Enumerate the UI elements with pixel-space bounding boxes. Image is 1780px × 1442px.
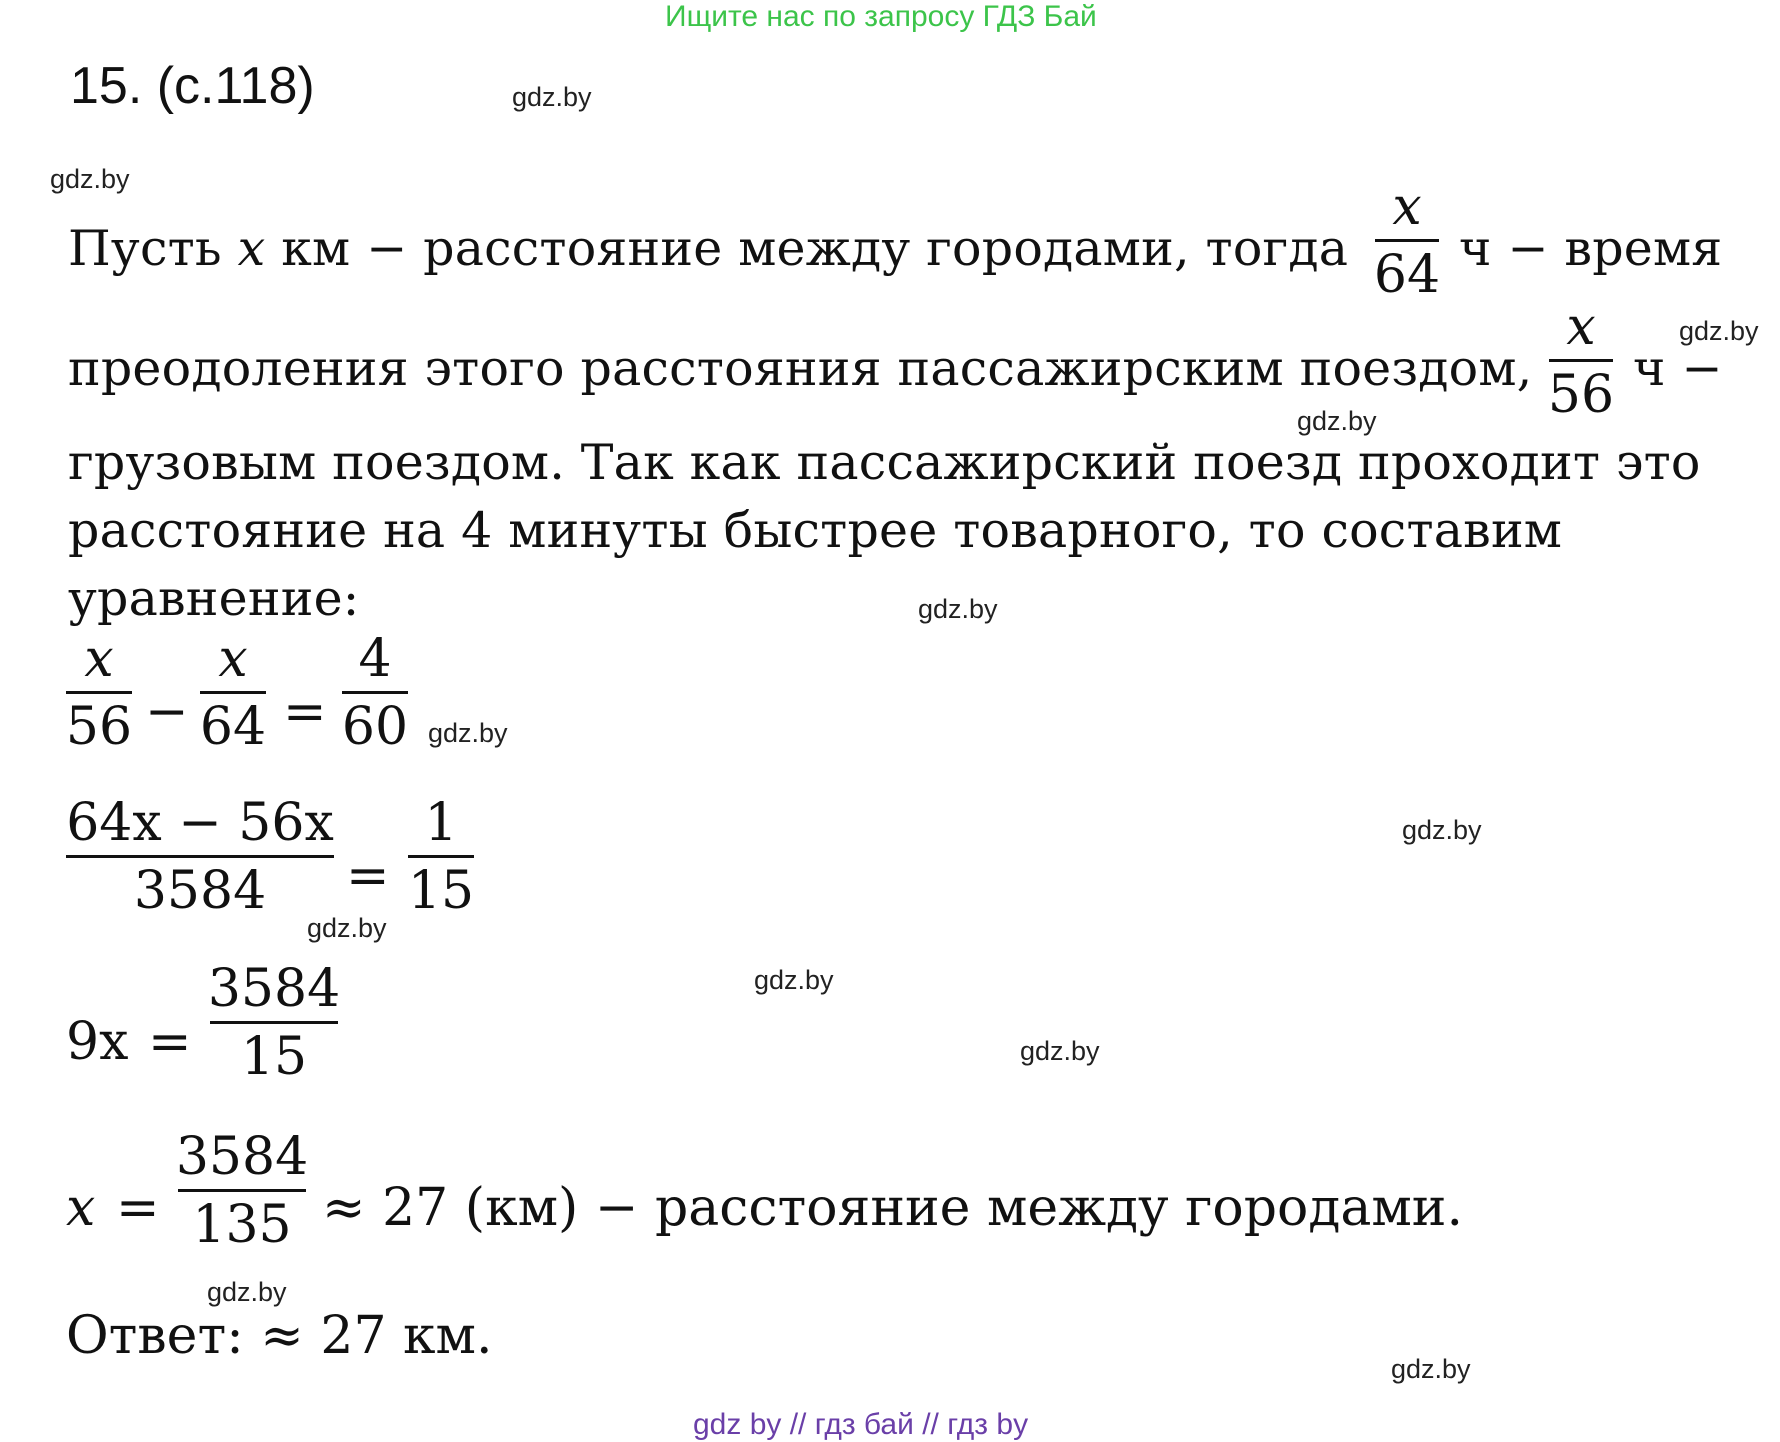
fraction-denominator: 64 (199, 696, 267, 757)
fraction-x-over-64 (1373, 177, 1441, 305)
answer-line: Ответ: ≈ 27 км. (66, 1306, 493, 1366)
eq4-lhs: x (66, 1178, 96, 1238)
eq1-fraction-middle (199, 629, 267, 757)
watermark: gdz.by (1297, 406, 1377, 436)
fraction-denominator: 56 (65, 696, 133, 757)
watermark: gdz.by (428, 718, 508, 748)
eq4-result: ≈ 27 (км) − расстояние между городами. (322, 1178, 1463, 1238)
fraction-bar (178, 1189, 306, 1192)
variable-x: x (237, 220, 266, 277)
solution-line-2: преодоления этого расстояния пассажирским поездом, (68, 340, 1533, 397)
fraction-bar (210, 1021, 338, 1024)
fraction-bar (200, 691, 266, 694)
fraction-numerator: 4 (358, 629, 392, 689)
watermark: gdz.by (1402, 815, 1482, 845)
eq2-fraction-left (66, 793, 334, 921)
fraction-bar (1549, 359, 1613, 362)
watermark: gdz.by (512, 82, 592, 112)
watermark: gdz.by (1020, 1036, 1100, 1066)
fraction-numerator: x (1392, 177, 1422, 237)
fraction-denominator: 64 (1373, 244, 1441, 305)
text-fragment: км − расстояние между городами, тогда (265, 220, 1349, 277)
fraction-numerator: 1 (424, 793, 458, 853)
watermark: gdz.by (754, 965, 834, 995)
eq3-fraction (207, 959, 341, 1087)
fraction-bar (408, 855, 474, 858)
fraction-x-over-56 (1547, 297, 1615, 425)
eq3-equals: = (148, 1012, 192, 1072)
fraction-numerator: 3584 (175, 1127, 309, 1187)
footer-links[interactable]: gdz by // гдз бай // гдз by (693, 1408, 1029, 1441)
watermark: gdz.by (50, 164, 130, 194)
solution-line-5: уравнение: (68, 570, 360, 627)
fraction-denominator: 56 (1547, 364, 1615, 425)
eq2-equals: = (346, 846, 390, 906)
fraction-denominator: 135 (192, 1194, 292, 1255)
fraction-numerator: 64x − 56x (66, 793, 334, 853)
fraction-numerator: 3584 (207, 959, 341, 1019)
watermark: gdz.by (918, 594, 998, 624)
watermark: gdz.by (1679, 316, 1759, 346)
fraction-numerator: x (1566, 297, 1596, 357)
solution-line-4: расстояние на 4 минуты быстрее товарного, то составим (68, 502, 1563, 559)
solution-line-3: грузовым поездом. Так как пассажирский поезд проходит это (68, 434, 1701, 491)
eq1-equals: = (283, 682, 327, 742)
watermark: gdz.by (307, 913, 387, 943)
eq4-fraction (175, 1127, 309, 1255)
eq2-fraction-right (407, 793, 475, 921)
fraction-denominator: 60 (341, 696, 409, 757)
fraction-denominator: 3584 (133, 860, 267, 921)
eq1-fraction-right (341, 629, 409, 757)
watermark: gdz.by (207, 1277, 287, 1307)
watermark: gdz.by (1391, 1354, 1471, 1384)
eq1-minus: − (145, 682, 189, 742)
fraction-denominator: 15 (407, 860, 475, 921)
fraction-denominator: 15 (240, 1026, 308, 1087)
fraction-bar (66, 855, 334, 858)
fraction-bar (66, 691, 132, 694)
task-number: 15. (с.118) (70, 57, 315, 115)
eq1-fraction-left (65, 629, 133, 757)
fraction-numerator: x (84, 629, 114, 689)
solution-line-1-tail: ч − время (1459, 220, 1723, 277)
text-fragment: Пусть (68, 220, 238, 277)
fraction-bar (342, 691, 408, 694)
search-banner: Ищите нас по запросу ГДЗ Бай (665, 0, 1097, 33)
fraction-bar (1375, 239, 1439, 242)
eq3-lhs: 9x (66, 1012, 129, 1072)
fraction-numerator: x (218, 629, 248, 689)
solution-line-1 (68, 220, 1348, 277)
eq4-equals: = (116, 1178, 160, 1238)
solution-line-2-tail: ч − (1633, 340, 1723, 397)
